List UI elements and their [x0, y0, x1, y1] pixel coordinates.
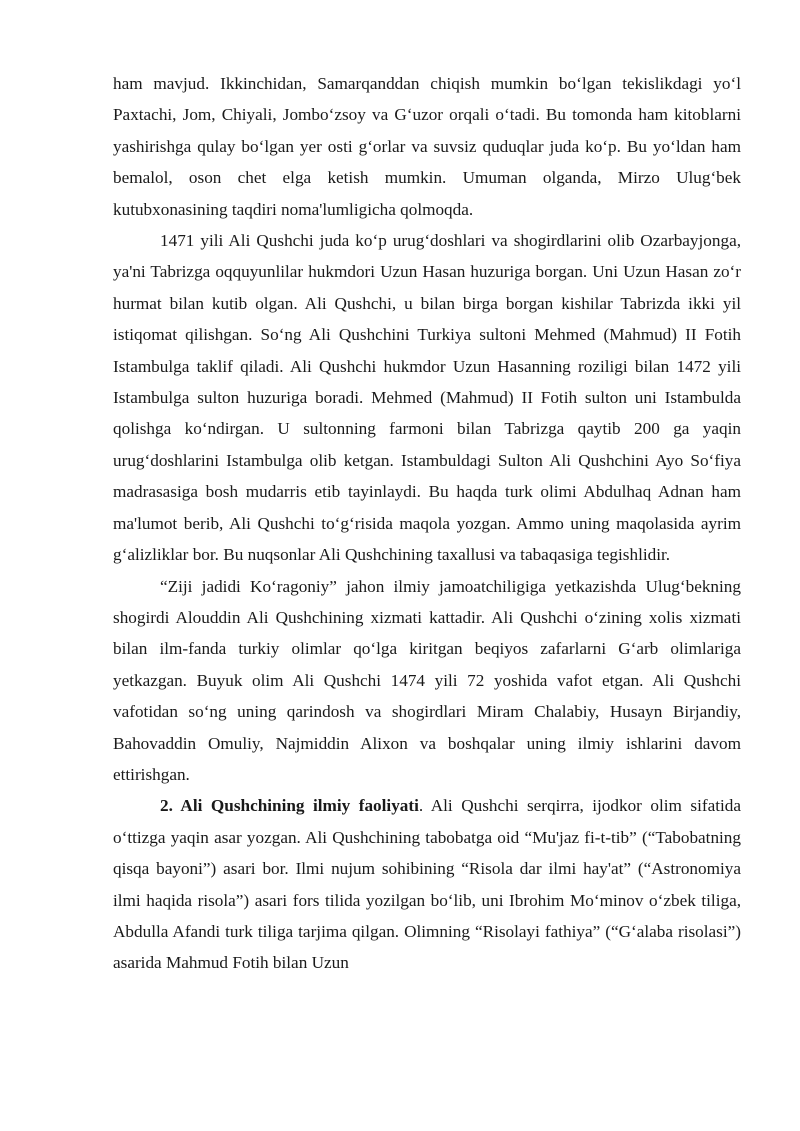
document-page [113, 68, 741, 979]
paragraph-2: 1471 yili Ali Qushchi juda koʻp urugʻdoshlari va shogirdlarini olib Ozarbayjonga, ya'ni Tabrizga oqquyunlilar hukmdori Uzun Hasan huzuriga borgan. Uni Uzun Hasan zoʻr hurmat bilan kutib olgan. Ali Qushchi, u bilan birga borgan kishilar Tabrizda ikki yil istiqomat qilishgan. Soʻng Ali Qushchini Turkiya sultoni Mehmed (Mahmud) II Fotih Istambulga taklif qiladi. Ali Qushchi hukmdor Uzun Hasanning roziligi bilan 1472 yili Istambulga sulton huzuriga boradi. Mehmed (Mahmud) II Fotih sulton uni Istambulda qolishga koʻndirgan. U sultonning farmoni bilan Tabrizga qaytib 200 ga yaqin urugʻdoshlarini Istambulga olib ketgan. Istambuldagi Sulton Ali Qushchini Ayo Soʻfiya madrasasiga bosh mudarris etib tayinlaydi. Bu haqda turk olimi Abdulhaq Adnan ham ma'lumot berib, Ali Qushchi toʻgʻrisida maqola yozgan. Ammo uning maqolasida ayrim gʻalizliklar bor. Bu nuqsonlar Ali Qushchining taxallusi va tabaqasiga tegishlidir. [113, 231, 741, 565]
paragraph-3: “Ziji jadidi Koʻragoniy” jahon ilmiy jamoatchiligiga yetkazishda Ulugʻbekning shogirdi Alouddin Ali Qushchining xizmati kattadir. Ali Qushchi oʻzining xolis xizmati bilan ilm-fanda turkiy olimlar qoʻlga kiritgan beqiyos zafarlarni Gʻarb olimlariga yetkazgan. Buyuk olim Ali Qushchi 1474 yili 72 yoshida vafot etgan. Ali Qushchi vafotidan soʻng uning qarindosh va shogirdlari Miram Chalabiy, Husayn Birjandiy, Bahovaddin Omuliy, Najmiddin Alixon va boshqalar uning ilmiy ishlarini davom ettirishgan. [113, 576, 741, 784]
paragraph-4 [113, 790, 741, 978]
section-heading: 2. Ali Qushchining ilmiy faoliyati [160, 796, 419, 816]
paragraph-4-text: . Ali Qushchi serqirra, ijodkor olim sifatida oʻttizga yaqin asar yozgan. Ali Qushchining tabobatga oid “Mu'jaz fi-t-tib” (“Tabobatning qisqa bayoni”) asari bor. Ilmi nujum sohibining “Risola dar ilmi hay'at” (“Astronomiya ilmi haqida risola”) asari fors tilida yozilgan boʻlib, uni Ibrohim Moʻminov oʻzbek tiliga, Abdulla Afandi turk tiliga tarjima qilgan. Olimning “Risolayi fathiya” (“Gʻalaba risolasi”) asarida Mahmud Fotih bilan Uzun [113, 796, 741, 973]
paragraph-1: ham mavjud. Ikkinchidan, Samarqanddan chiqish mumkin boʻlgan tekislikdagi yoʻl Paxtachi, Jom, Chiyali, Jomboʻzsoy va Gʻuzor orqali oʻtadi. Bu tomonda ham kitoblarni yashirishga qulay boʻlgan yer osti gʻorlar va suvsiz quduqlar juda koʻp. Bu yoʻldan ham bemalol, oson chet elga ketish mumkin. Umuman olganda, Mirzo Ulugʻbek kutubxonasining taqdiri noma'lumligicha qolmoqda. [113, 74, 741, 219]
